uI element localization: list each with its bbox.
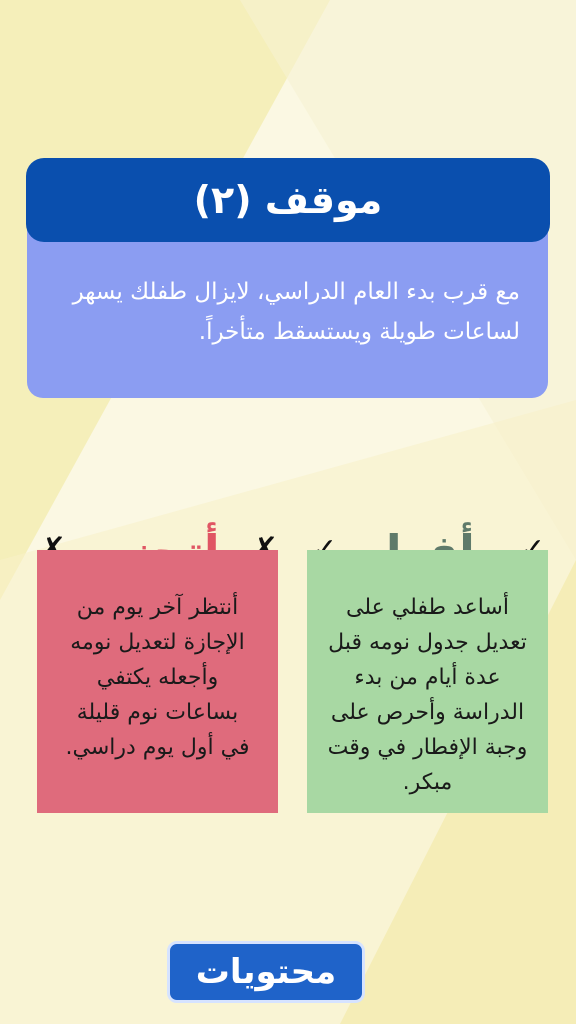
avoid-text: أنتظر آخر يوم من الإجازة لتعديل نومه وأجعله يكتفي بساعات نوم قليلة في أول يوم دراسي. [65, 595, 250, 760]
situation-header [26, 158, 550, 242]
logo [167, 941, 365, 1003]
situation-title: موقف (٢) [193, 178, 383, 222]
avoid-box [37, 550, 278, 813]
do-text: أساعد طفلي على تعديل جدول نومه قبل عدة أيام من بدء الدراسة وأحرص على وجبة الإفطار في وقت مبكر. [327, 595, 528, 795]
situation-text: مع قرب بدء العام الدراسي، لايزال طفلك يسهر لساعات طويلة ويستسقط متأخراً. [72, 279, 520, 345]
logo-text: محتويات [195, 952, 337, 992]
do-box [307, 550, 548, 813]
